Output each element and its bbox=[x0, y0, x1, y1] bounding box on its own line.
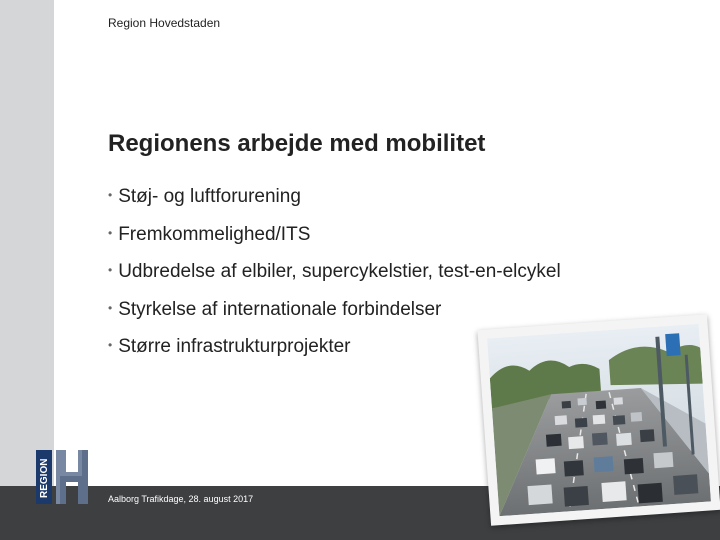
highway-photo-frame bbox=[477, 314, 720, 526]
highway-traffic-photo bbox=[487, 324, 711, 516]
region-h-logo-icon bbox=[36, 448, 90, 506]
bullet-marker: • bbox=[108, 263, 113, 277]
bullet-marker: • bbox=[108, 338, 113, 352]
bullet-text: Udbredelse af elbiler, supercykelstier, test-en-elcykel bbox=[118, 261, 561, 282]
bullet-item bbox=[108, 260, 561, 298]
bullet-item bbox=[108, 223, 561, 261]
footer-text: Aalborg Trafikdage, 28. august 2017 bbox=[108, 494, 254, 504]
bullet-marker: • bbox=[108, 188, 113, 202]
slide-title: Regionens arbejde med mobilitet bbox=[108, 130, 486, 157]
header-organization: Region Hovedstaden bbox=[108, 16, 221, 30]
logo-text: REGION bbox=[39, 458, 50, 498]
bullet-text: Styrkelse af internationale forbindelser bbox=[118, 298, 442, 320]
bullet-item bbox=[108, 185, 561, 223]
bullet-marker: • bbox=[108, 225, 113, 240]
bullet-text: Større infrastrukturprojekter bbox=[118, 336, 351, 357]
bullet-text: Støj- og luftforurening bbox=[118, 186, 301, 207]
bullet-text: Fremkommelighed/ITS bbox=[118, 223, 311, 245]
bullet-marker: • bbox=[108, 300, 113, 315]
